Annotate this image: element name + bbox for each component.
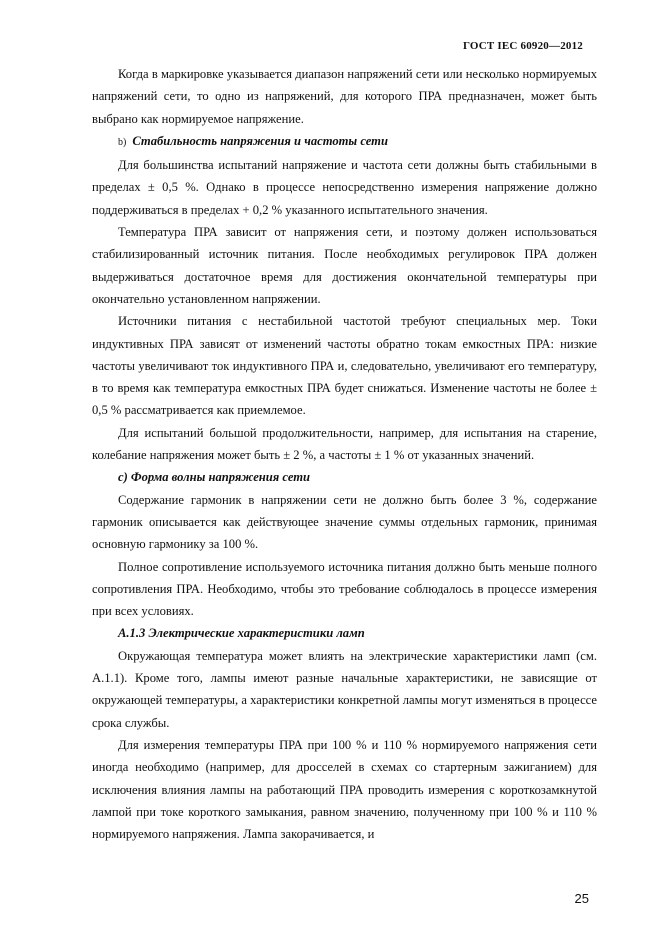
paragraph-temperature: Температура ПРА зависит от напряжения сети, и поэтому должен использоваться стабилизированный источник питания. После необходимых регулировок ПРА должен выдерживаться достаточное время для достижения окончательной температуры при окончательно установленном напряжении. [92,225,597,306]
paragraph-measurement: Для измерения температуры ПРА при 100 % и 110 % нормируемого напряжения сети иногда необходимо (например, для дросселей в схемах со стартерным зажиганием) для исключения влияния лампы на работающий ПРА проводить измерения с короткозамкнутой лампой при токе короткого замыкания, равном значению, полученному при 100 % и 110 % нормируемого напряжения. Лампа закорачивается, и [92,737,597,842]
paragraph-rated-voltage: Когда в маркировке указывается диапазон напряжений сети или несколько нормируемых напряжений сети, то одно из напряжений, для которого ПРА предназначен, может быть выбрано как нормируемое напряжение. [92,67,597,126]
paragraph-stability: Для большинства испытаний напряжение и частота сети должны быть стабильными в пределах ± 0,5 %. Однако в процессе непосредственно измерения напряжение должно поддерживаться в пределах + 0,2 % указанного испытательного значения. [92,158,597,217]
paragraph-harmonics: Содержание гармоник в напряжении сети не должно быть более 3 %, содержание гармоник описывается как действующее значение суммы отдельных гармоник, принимая основную гармонику за 100 %. [92,492,597,552]
document-header: ГОСТ IEC 60920—2012 [462,40,583,52]
section-heading-a13: А.1.3 Электрические характеристики ламп [118,626,365,641]
section-title: Стабильность напряжения и частоты сети [132,133,388,148]
paragraph-long-tests: Для испытаний большой продолжительности, например, для испытания на старение, колебание напряжения может быть ± 2 %, а частоты ± 1 % от указанных значений. [92,425,597,463]
paragraph-impedance: Полное сопротивление используемого источника питания должно быть меньше полного сопротивления ПРА. Необходимо, чтобы это требование соблюдалось в процессе измерения при всех условиях. [92,559,597,619]
page-number: 25 [574,891,589,906]
paragraph-frequency-sources: Источники питания с нестабильной частотой требуют специальных мер. Токи индуктивных ПРА зависят от изменений частоты обратно токам емкостных ПРА: низкие частоты увеличивают ток индуктивного ПРА и, следовательно, увеличивают его температуру, в то время как температура емкостных ПРА будет снижаться. Изменение частоты не более ± 0,5 % рассматривается как приемлемое. [92,314,597,418]
document-body [92,63,597,845]
section-letter: b) [118,136,127,148]
section-heading-c: с) Форма волны напряжения сети [118,470,311,485]
paragraph-ambient-temperature: Окружающая температура может влиять на электрические характеристики ламп (см. А.1.1). Кроме того, лампы имеют разные начальные характеристики, не зависящие от окружающей температуры, а характеристики конкретной лампы могут изменяться в процессе срока службы. [92,648,597,730]
section-heading-b [92,130,597,154]
